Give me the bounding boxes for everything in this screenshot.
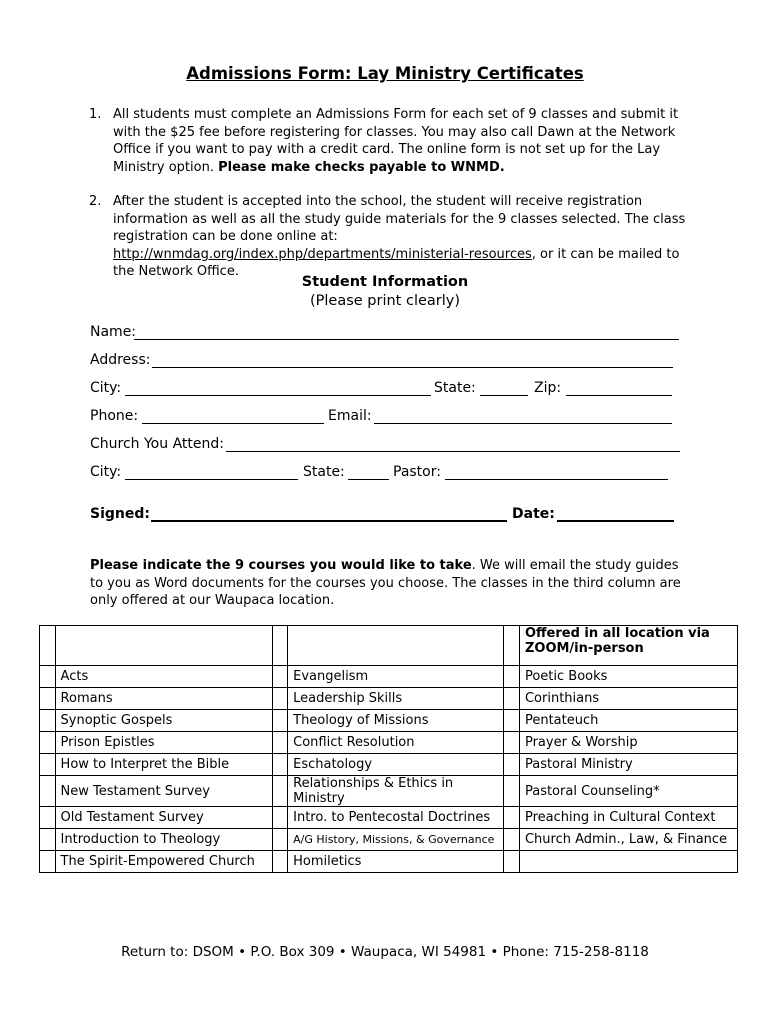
checkbox-cell[interactable] (40, 754, 56, 776)
checkbox-cell[interactable] (272, 807, 288, 829)
city2-label: City: (90, 464, 122, 480)
course-cell: Romans (55, 688, 272, 710)
checkbox-cell[interactable] (272, 666, 288, 688)
course-cell: Relationships & Ethics in Ministry (288, 776, 504, 807)
church-label: Church You Attend: (90, 436, 224, 452)
course-cell: A/G History, Missions, & Governance (288, 829, 504, 851)
checkbox-cell[interactable] (40, 829, 56, 851)
table-header-row (40, 626, 738, 666)
checkbox-cell[interactable] (40, 626, 56, 666)
checkbox-cell[interactable] (504, 754, 520, 776)
course-cell: Synoptic Gospels (55, 710, 272, 732)
zip-label: Zip: (534, 380, 562, 396)
instruction-number: 1. (89, 107, 102, 122)
address-label: Address: (90, 352, 151, 368)
course-cell: The Spirit-Empowered Church (55, 851, 272, 873)
checkbox-cell[interactable] (40, 666, 56, 688)
course-cell: Acts (55, 666, 272, 688)
course-cell: Intro. to Pentecostal Doctrines (288, 807, 504, 829)
pastor-field[interactable] (445, 464, 668, 480)
state-label: State: (434, 380, 476, 396)
state2-field[interactable] (348, 464, 389, 480)
checkbox-cell[interactable] (40, 732, 56, 754)
course-cell: New Testament Survey (55, 776, 272, 807)
student-info-subtitle: (Please print clearly) (309, 293, 461, 309)
checkbox-cell[interactable] (272, 688, 288, 710)
checkbox-cell[interactable] (504, 851, 520, 873)
checkbox-cell[interactable] (40, 710, 56, 732)
checkbox-cell[interactable] (504, 710, 520, 732)
course-cell: Church Admin., Law, & Finance (519, 829, 737, 851)
checkbox-cell[interactable] (40, 776, 56, 807)
city2-field[interactable] (125, 464, 298, 480)
name-label: Name: (90, 324, 137, 340)
courses-intro-bold: Please indicate the 9 courses you would like to take (90, 558, 472, 573)
instruction-number: 2. (89, 194, 102, 209)
table-row (40, 829, 738, 851)
signature-field[interactable] (151, 506, 507, 522)
table-row (40, 851, 738, 873)
instruction-text: All students must complete an Admissions Form for each set of 9 classes and submit it with the $25 fee before registering for classes. You may also call Dawn at the Network Office if you want to pay with a credit card. The online form is not set up for the Lay Ministry option. (113, 107, 679, 175)
checkbox-cell[interactable] (40, 851, 56, 873)
checkbox-cell[interactable] (272, 732, 288, 754)
pastor-label: Pastor: (393, 464, 441, 480)
phone-field[interactable] (142, 408, 324, 424)
instruction-2 (89, 193, 689, 281)
email-label: Email: (328, 408, 372, 424)
course-cell: Eschatology (288, 754, 504, 776)
phone-label: Phone: (90, 408, 139, 424)
address-field[interactable] (152, 352, 673, 368)
checkbox-cell[interactable] (40, 807, 56, 829)
checkbox-cell[interactable] (272, 829, 288, 851)
table-row (40, 754, 738, 776)
date-label: Date: (512, 506, 555, 522)
checkbox-cell[interactable] (504, 776, 520, 807)
name-row (90, 324, 680, 344)
checkbox-cell[interactable] (504, 732, 520, 754)
course-cell: Poetic Books (519, 666, 737, 688)
table-row (40, 807, 738, 829)
table-row (40, 688, 738, 710)
city-field[interactable] (125, 380, 431, 396)
checkbox-cell[interactable] (504, 807, 520, 829)
table-row (40, 666, 738, 688)
course-cell: Preaching in Cultural Context (519, 807, 737, 829)
table-row (40, 710, 738, 732)
course-cell: Pastoral Counseling* (519, 776, 737, 807)
course-cell: Prison Epistles (55, 732, 272, 754)
courses-intro (90, 557, 690, 610)
courses-table (39, 625, 738, 873)
checkbox-cell[interactable] (272, 754, 288, 776)
city-label: City: (90, 380, 122, 396)
checkbox-cell[interactable] (272, 626, 288, 666)
course-cell: Prayer & Worship (519, 732, 737, 754)
signed-date-row (90, 506, 680, 526)
course-cell (519, 851, 737, 873)
course-cell: Pentateuch (519, 710, 737, 732)
zip-field[interactable] (566, 380, 672, 396)
courses-intro-text: . We will email the study guides to you as Word documents for the courses you choose. The classes in the third column are only offered at our Waupaca location. (90, 558, 681, 608)
course-cell: Leadership Skills (288, 688, 504, 710)
checkbox-cell[interactable] (272, 851, 288, 873)
instruction-text: After the student is accepted into the school, the student will receive registration information as well as all the study guide materials for the 9 classes selected. The class registration can be done online at: (113, 194, 686, 244)
signed-label: Signed: (90, 506, 150, 522)
church-field[interactable] (226, 436, 680, 452)
course-cell: How to Interpret the Bible (55, 754, 272, 776)
checkbox-cell[interactable] (504, 626, 520, 666)
address-row (90, 352, 680, 372)
checkbox-cell[interactable] (504, 829, 520, 851)
city-state-pastor-row (90, 464, 680, 484)
course-cell: Homiletics (288, 851, 504, 873)
church-row (90, 436, 682, 456)
course-cell: Pastoral Ministry (519, 754, 737, 776)
instruction-bold-text: Please make checks payable to WNMD. (218, 159, 505, 175)
header-col3: Offered in all location via ZOOM/in-person (519, 626, 737, 666)
state-field[interactable] (480, 380, 528, 396)
instruction-1 (89, 106, 689, 176)
state2-label: State: (303, 464, 345, 480)
instruction-text-after: , or it can be mailed to the Network Office. (113, 246, 680, 279)
header-cell (288, 626, 504, 666)
course-cell: Evangelism (288, 666, 504, 688)
table-row (40, 732, 738, 754)
registration-link[interactable]: http://wnmdag.org/index.php/departments/ministerial-resources (113, 246, 532, 262)
email-field[interactable] (374, 408, 672, 424)
course-cell: Introduction to Theology (55, 829, 272, 851)
date-field[interactable] (557, 506, 674, 522)
checkbox-cell[interactable] (272, 710, 288, 732)
form-title: Admissions Form: Lay Ministry Certificates (186, 64, 584, 83)
checkbox-cell[interactable] (504, 688, 520, 710)
name-field[interactable] (134, 324, 679, 340)
table-row (40, 776, 738, 807)
student-info-title: Student Information (301, 274, 469, 290)
city-state-zip-row (90, 380, 680, 400)
course-cell: Corinthians (519, 688, 737, 710)
course-cell: Old Testament Survey (55, 807, 272, 829)
course-cell: Theology of Missions (288, 710, 504, 732)
footer-return-address: Return to: DSOM • P.O. Box 309 • Waupaca, WI 54981 • Phone: 715-258-8118 (121, 944, 649, 960)
checkbox-cell[interactable] (272, 776, 288, 807)
checkbox-cell[interactable] (40, 688, 56, 710)
header-cell (55, 626, 272, 666)
checkbox-cell[interactable] (504, 666, 520, 688)
course-cell: Conflict Resolution (288, 732, 504, 754)
phone-email-row (90, 408, 680, 428)
